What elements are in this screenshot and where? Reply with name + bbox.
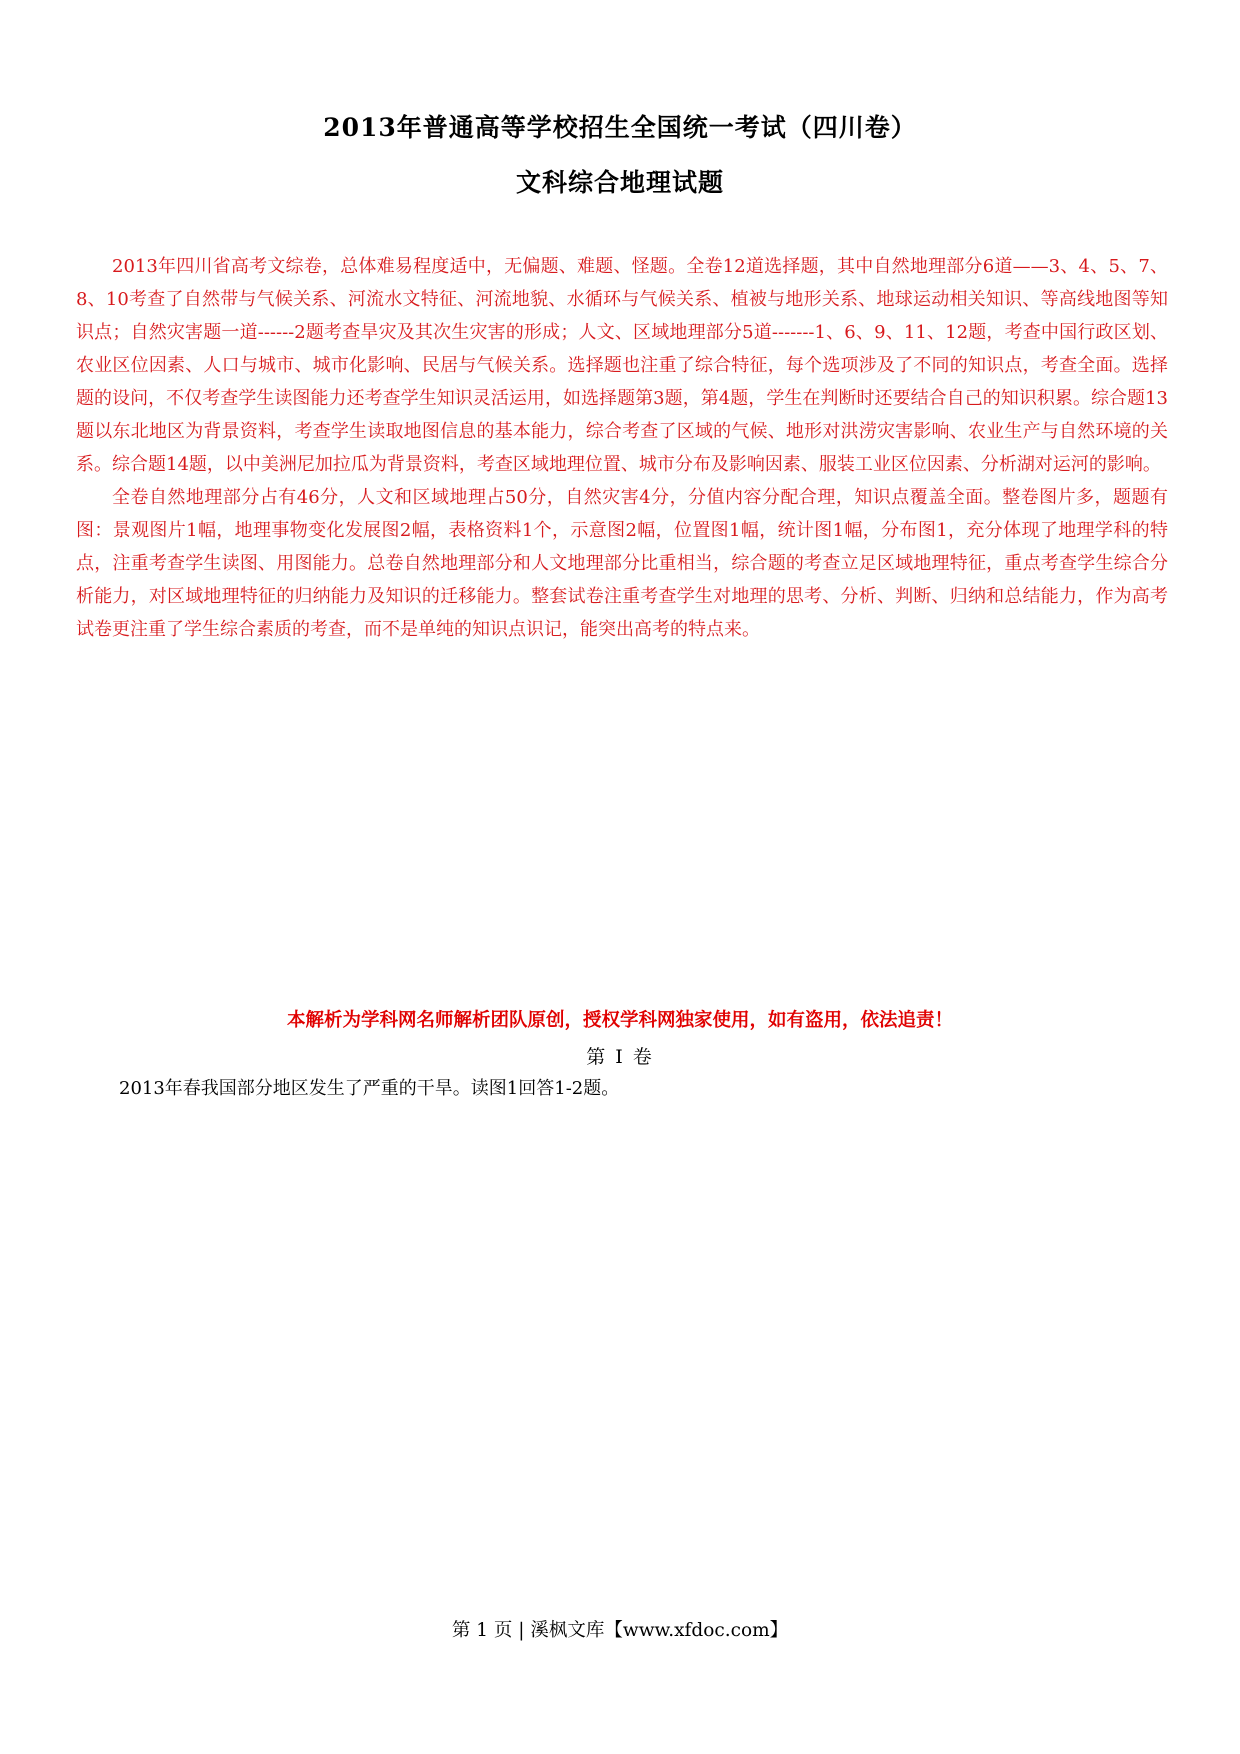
analysis-paragraph-1: 2013年四川省高考文综卷，总体难易程度适中，无偏题、难题、怪题。全卷12道选择题，其中自然地理部分6道——3、4、5、7、8、10考查了自然带与气候关系、河流水文特征、河流地貌、水循环与气候关系、植被与地形关系、地球运动相关知识、等高线地图等知识点；自然灾害题一道------2题考查旱灾及其次生灾害的形成；人文、区域地理部分5道-------1、6、9、11、12题，考查中国行政区划、农业区位因素、人口与城市、城市化影响、民居与气候关系。选择题也注重了综合特征，每个选项涉及了不同的知识点，考查全面。选择题的设问，不仅考查学生读图能力还考查学生知识灵活运用，如选择题第3题，第4题，学生在判断时还要结合自己的知识积累。综合题13题以东北地区为背景资料，考查学生读取地图信息的基本能力，综合考查了区域的气候、地形对洪涝灾害影响、农业生产与自然环境的关系。综合题14题，以中美洲尼加拉瓜为背景资料，考查区域地理位置、城市分布及影响因素、服装工业区位因素、分析湖对运河的影响。 <box>76 256 1168 475</box>
page-footer: 第 1 页 | 溪枫文库【www.xfdoc.com】 <box>451 1620 789 1641</box>
question-intro: 2013年春我国部分地区发生了严重的干旱。读图1回答1-2题。 <box>119 1078 620 1099</box>
document-title: 2013年普通高等学校招生全国统一考试（四川卷） <box>323 113 917 142</box>
volume-heading: 第 I 卷 <box>586 1046 654 1068</box>
document-subtitle: 文科综合地理试题 <box>515 168 724 197</box>
analysis-paragraph-2: 全卷自然地理部分占有46分，人文和区域地理占50分，自然灾害4分，分值内容分配合理，知识点覆盖全面。整卷图片多，题题有图：景观图片1幅，地理事物变化发展图2幅，表格资料1个，示意图2幅，位置图1幅，统计图1幅，分布图1，充分体现了地理学科的特点，注重考查学生读图、用图能力。总卷自然地理部分和人文地理部分比重相当，综合题的考查立足区域地理特征，重点考查学生综合分析能力，对区域地理特征的归纳能力及知识的迁移能力。整套试卷注重考查学生对地理的思考、分析、判断、归纳和总结能力，作为高考试卷更注重了学生综合素质的考查，而不是单纯的知识点识记，能突出高考的特点来。 <box>76 487 1168 640</box>
exam-analysis-section <box>76 250 1168 646</box>
copyright-notice: 本解析为学科网名师解析团队原创，授权学科网独家使用，如有盗用，依法追责！ <box>286 1010 953 1031</box>
